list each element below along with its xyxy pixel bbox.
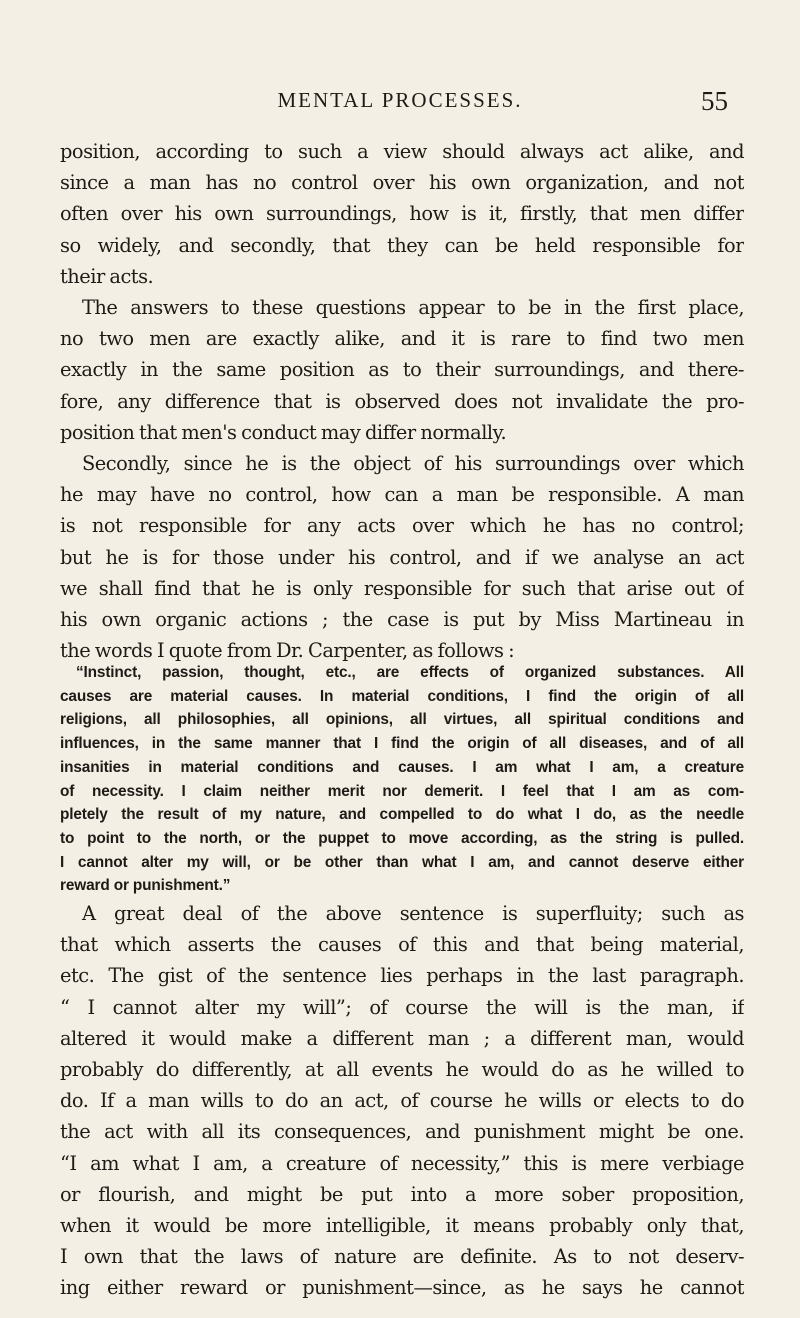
text-line: when it would be more intelligible, it means probably only that, <box>60 1214 744 1238</box>
text-line: The answers to these questions appear to be in the first place, <box>82 296 744 319</box>
text-line: no two men are exactly alike, and it is rare to find two men <box>60 327 744 351</box>
text-line: but he is for those under his control, and if we analyse an act <box>60 545 744 569</box>
quote-line: religions, all philosophies, all opinions, all virtues, all spiritual conditions and <box>60 711 744 729</box>
running-head <box>60 86 740 116</box>
quote-line: to point to the north, or the puppet to move according, as the string is pulled. <box>60 829 744 847</box>
quote-line: causes are material causes. In material conditions, I find the origin of all <box>60 687 744 705</box>
text-line: “I am what I am, a creature of necessity,” this is mere verbiage <box>60 1151 744 1175</box>
quote-line: insanities in material conditions and causes. I am what I am, a creature <box>60 758 744 776</box>
paragraph-3 <box>60 448 744 666</box>
quote-line: I cannot alter my will, or be other than what I am, and cannot deserve either <box>60 853 744 871</box>
paragraph-2 <box>60 292 744 448</box>
text-line: or flourish, and might be put into a more sober proposition, <box>60 1182 744 1206</box>
text-line: we shall find that he is only responsible for such that arise out of <box>60 576 744 600</box>
text-line: is not responsible for any acts over which he has no control; <box>60 514 744 538</box>
text-line: Secondly, since he is the object of his surroundings over which <box>82 452 744 475</box>
text-line: “ I cannot alter my will”; of course the will is the man, if <box>60 995 744 1019</box>
text-line: I own that the laws of nature are definite. As to not deserv- <box>60 1245 744 1269</box>
page-number: 55 <box>701 86 728 116</box>
quote-line: reward or punishment.” <box>60 877 231 895</box>
quote-line: pletely the result of my nature, and compelled to do what I do, as the needle <box>60 806 744 824</box>
text-line: ing either reward or punishment—since, as he says he cannot <box>60 1276 744 1300</box>
text-line: do. If a man wills to do an act, of course he wills or elects to do <box>60 1089 744 1113</box>
text-line: their acts. <box>60 264 154 288</box>
block-quote <box>60 661 744 898</box>
text-line: position, according to such a view should always act alike, and <box>60 140 744 163</box>
quote-line: of necessity. I claim neither merit nor demerit. I feel that I am as com- <box>60 782 744 800</box>
quote-line: “Instinct, passion, thought, etc., are effects of organized substances. All <box>76 664 744 681</box>
text-line: probably do differently, at all events he would do as he willed to <box>60 1058 744 1082</box>
text-line: often over his own surroundings, how is it, firstly, that men differ <box>60 202 744 226</box>
text-line: he may have no control, how can a man be responsible. A man <box>60 483 744 507</box>
text-line: exactly in the same position as to their surroundings, and there- <box>60 358 744 382</box>
text-line: the words I quote from Dr. Carpenter, as follows : <box>60 639 515 663</box>
quote-line: influences, in the same manner that I find the origin of all diseases, and of all <box>60 735 744 753</box>
text-line: position that men's conduct may differ normally. <box>60 420 507 444</box>
text-line: the act with all its consequences, and punishment might be one. <box>60 1120 744 1144</box>
text-line: fore, any difference that is observed does not invalidate the pro- <box>60 389 744 413</box>
text-line: etc. The gist of the sentence lies perhaps in the last paragraph. <box>60 964 744 988</box>
text-line: altered it would make a different man ; a different man, would <box>60 1026 744 1050</box>
paragraph-4 <box>60 898 744 1304</box>
text-line: A great deal of the above sentence is superfluity; such as <box>82 902 744 925</box>
text-line: his own organic actions ; the case is put by Miss Martineau in <box>60 608 744 632</box>
paragraph-1 <box>60 136 744 292</box>
text-line: that which asserts the causes of this and that being material, <box>60 933 744 957</box>
text-line: since a man has no control over his own organization, and not <box>60 171 744 195</box>
running-title: MENTAL PROCESSES. <box>277 88 523 112</box>
text-line: so widely, and secondly, that they can be held responsible for <box>60 233 744 257</box>
